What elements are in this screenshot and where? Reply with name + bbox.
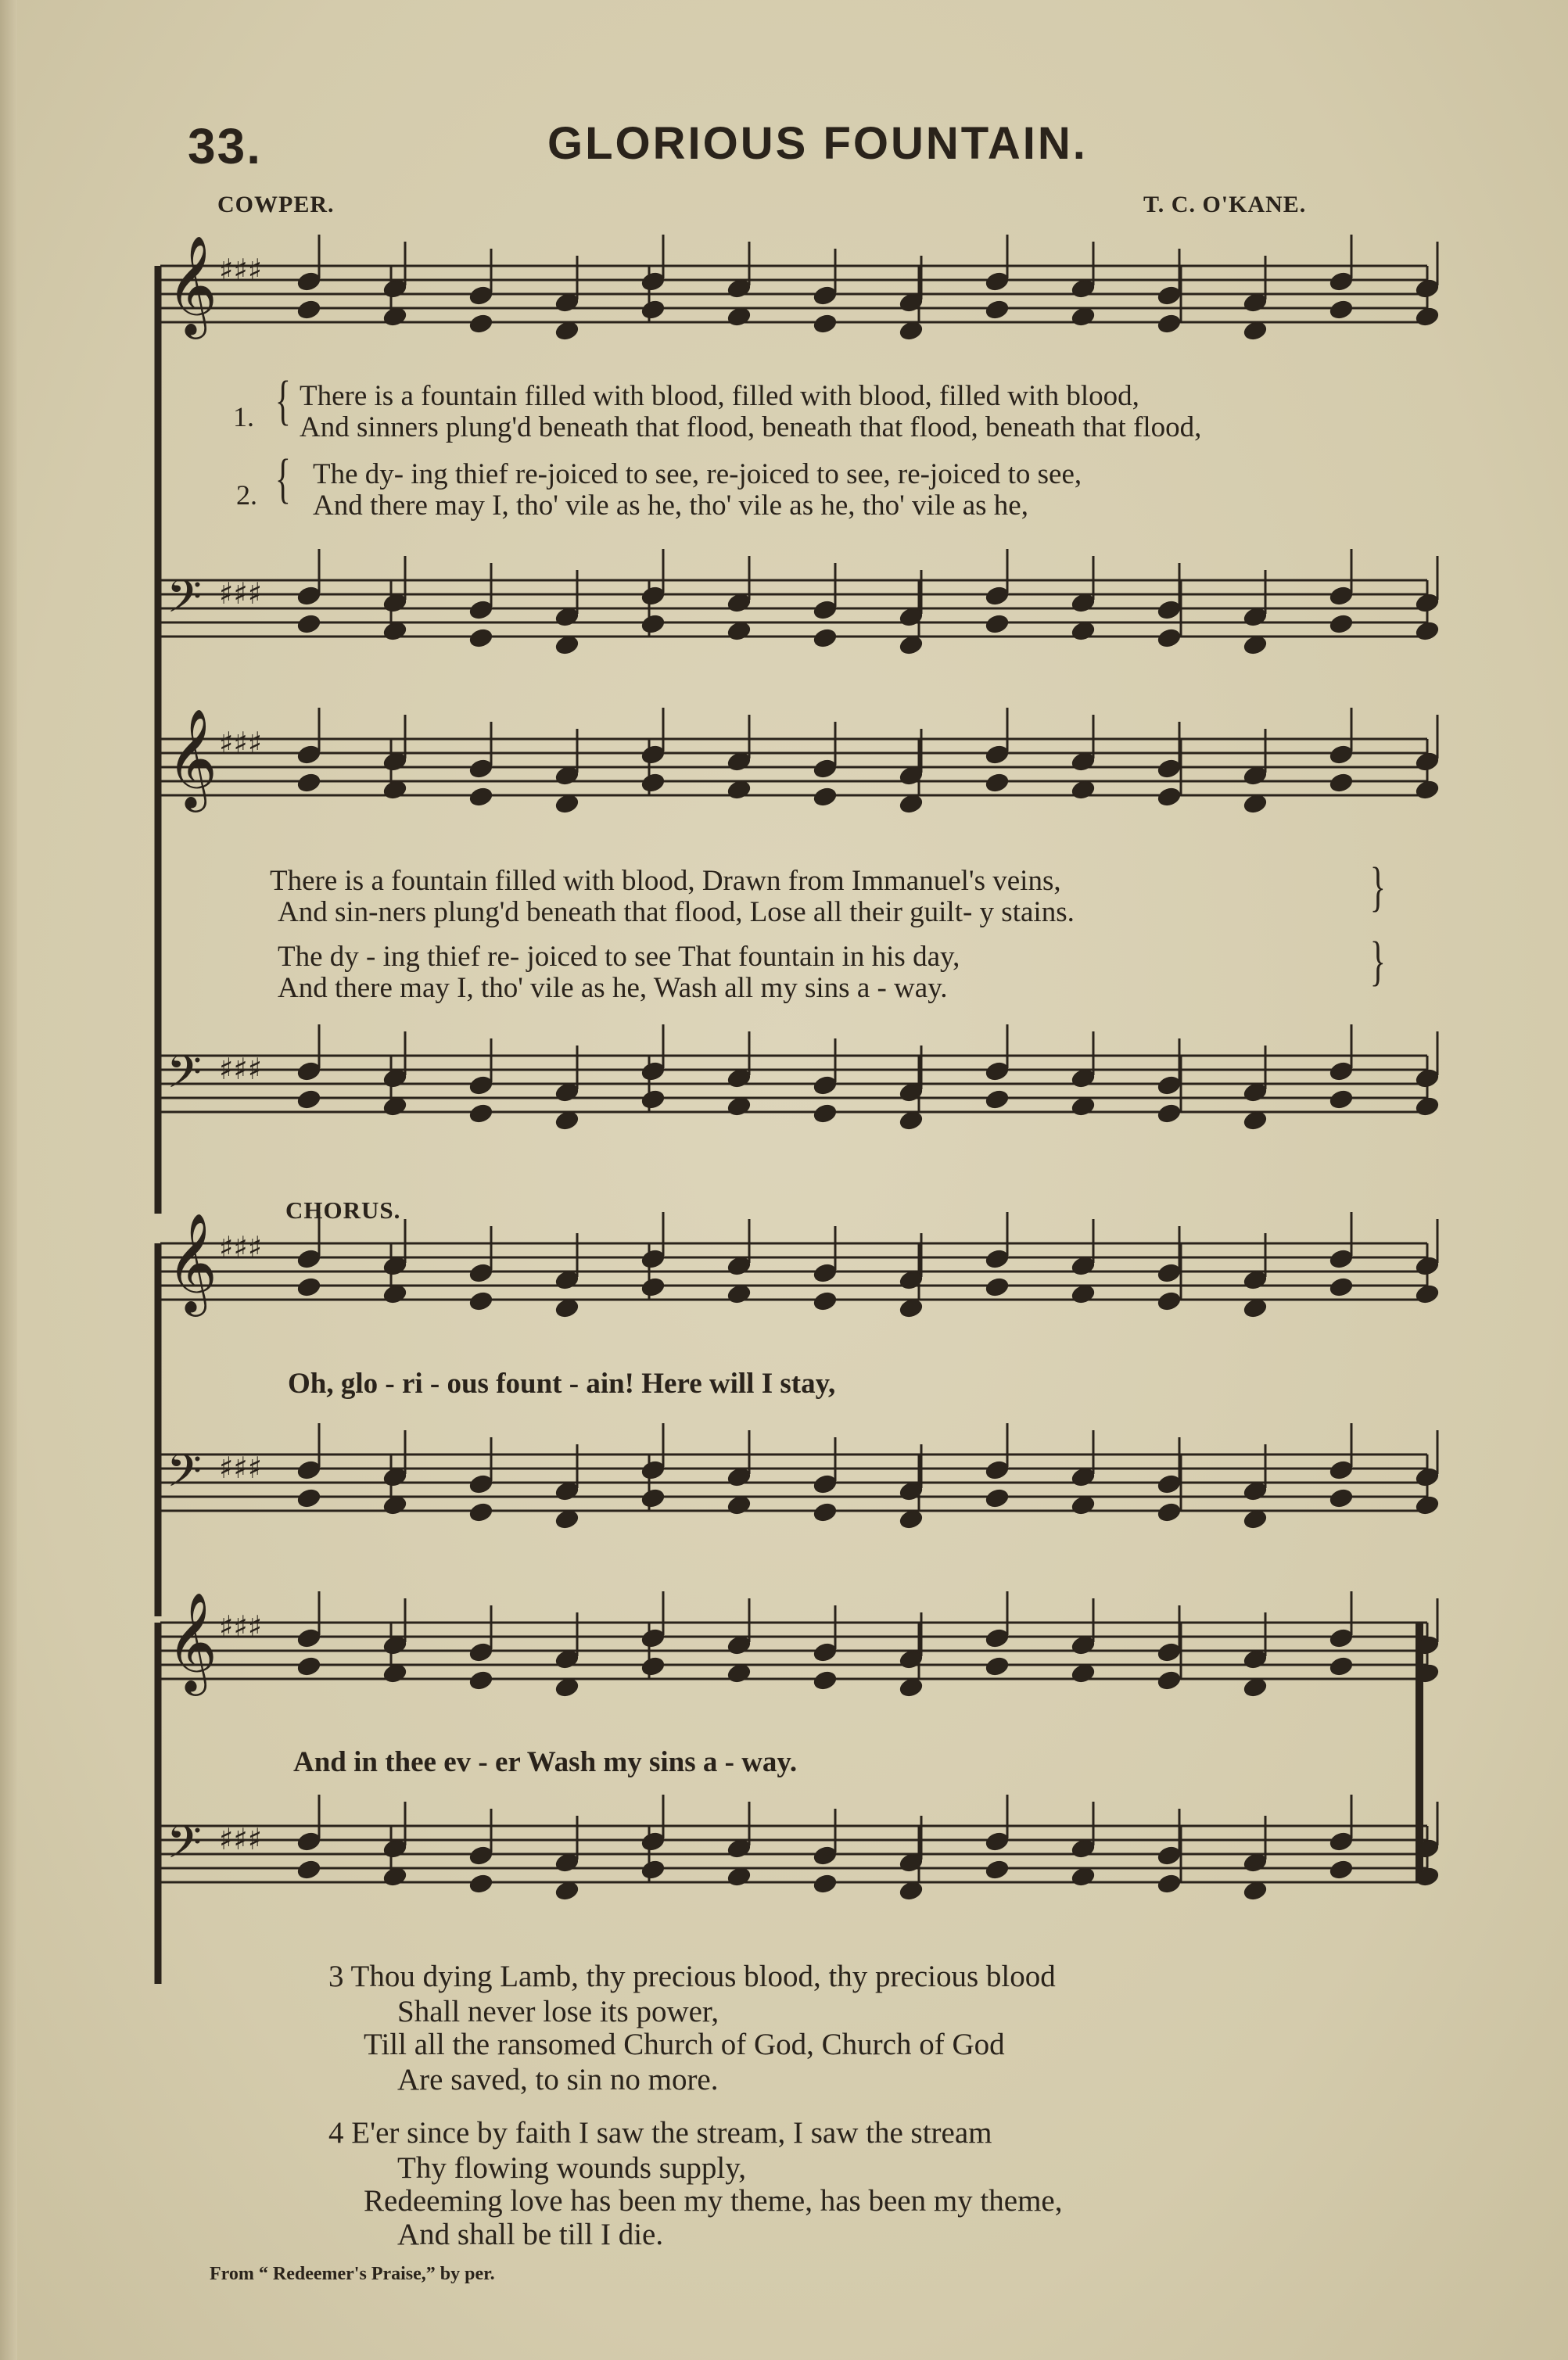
note-head-icon [640,613,666,635]
staff [160,1444,1427,1511]
note-head-icon [640,1487,666,1509]
bass-clef-icon: 𝄢 [167,1046,203,1110]
lyricist-credit: COWPER. [217,192,335,217]
note-group [296,549,1440,656]
note-head-icon [296,299,321,321]
bass-clef-icon: 𝄢 [167,570,203,634]
chorus-label: CHORUS. [285,1196,401,1224]
note-head-icon [468,1873,493,1895]
note-head-icon [468,1670,493,1691]
note-head-icon [812,1290,838,1312]
note-head-icon [640,1655,666,1677]
note-head-icon [1328,1276,1354,1298]
note-head-icon [1328,613,1354,635]
note-head-icon [296,1487,321,1509]
staff [160,708,1427,812]
note-head-icon [640,1859,666,1881]
bass-clef-icon: 𝄢 [167,1816,203,1880]
note-group [296,235,1440,342]
treble-clef-icon: 𝄞 [167,235,218,335]
note-group [296,1423,1440,1530]
staff [160,1046,1427,1112]
note-head-icon [1156,1290,1182,1312]
note-head-icon [1156,1670,1182,1691]
stanza4-line: And shall be till I die. [397,2218,664,2251]
note-head-icon [640,1276,666,1298]
stanza3-line: Shall never lose its power, [397,1995,719,2028]
note-group [296,1591,1440,1698]
note-group [296,1795,1440,1902]
note-head-icon [296,1276,321,1298]
key-signature-sharps-icon: ♯♯♯ [219,1052,263,1086]
stanza3-line [328,1959,1056,1994]
stanza3-line: Are saved, to sin no more. [397,2063,719,2096]
note-head-icon [1156,1103,1182,1124]
note-head-icon [812,627,838,649]
verse-brace: { [274,449,291,509]
note-head-icon [640,772,666,794]
system2-lyric-line: And sin-ners plung'd beneath that flood, Lose all their guilt- y stains. [278,896,1075,928]
note-head-icon [1156,786,1182,808]
stanza-number: 3 [328,1960,344,1993]
note-head-icon [1328,1089,1354,1110]
stanza4-line [328,2115,992,2150]
note-head-icon [1156,1873,1182,1895]
stanza-number: 4 [328,2116,344,2150]
verse2-lyric-line: And there may I, tho' vile as he, tho' vile as he, tho' vile as he, [313,490,1028,522]
note-head-icon [296,1089,321,1110]
note-head-icon [812,1670,838,1691]
note-head-icon [984,1487,1010,1509]
system2-lyric-line: There is a fountain filled with blood, Drawn from Immanuel's veins, [270,865,1061,897]
composer-credit: T. C. O'KANE. [1143,192,1307,217]
note-head-icon [296,1859,321,1881]
key-signature-sharps-icon: ♯♯♯ [219,726,263,760]
note-head-icon [984,1859,1010,1881]
note-head-icon [296,772,321,794]
stanza-text: E'er since by faith I saw the stream, I saw the stream [351,2116,992,2150]
note-head-icon [640,1089,666,1110]
verse-number-1: 1. [233,401,254,432]
key-signature-sharps-icon: ♯♯♯ [219,253,263,287]
treble-clef-icon: 𝄞 [167,1591,218,1691]
note-head-icon [1156,627,1182,649]
verse1-lyric-line: There is a fountain filled with blood, filled with blood, filled with blood, [300,380,1139,412]
key-signature-sharps-icon: ♯♯♯ [219,1822,263,1856]
note-group [296,708,1440,815]
note-head-icon [984,772,1010,794]
note-group [296,1212,1440,1319]
note-head-icon [812,313,838,335]
note-head-icon [1328,299,1354,321]
staff [160,1212,1427,1317]
bass-clef-icon: 𝄢 [167,1444,203,1508]
stanza4-line: Redeeming love has been my theme, has been my theme, [364,2184,1063,2218]
staff [160,570,1427,637]
note-head-icon [1156,1501,1182,1523]
note-head-icon [984,1276,1010,1298]
chorus-lyric-line: And in thee ev - er Wash my sins a - way. [293,1746,798,1778]
source-footnote: From “ Redeemer's Praise,” by per. [210,2264,495,2284]
hymn-title: GLORIOUS FOUNTAIN. [547,118,1088,169]
note-head-icon [984,1655,1010,1677]
note-head-icon [812,786,838,808]
system2-lyric-line: And there may I, tho' vile as he, Wash all my sins a - way. [278,972,948,1004]
treble-clef-icon: 𝄞 [167,708,218,808]
key-signature-sharps-icon: ♯♯♯ [219,576,263,611]
verse-number-2: 2. [236,479,257,511]
note-head-icon [296,1655,321,1677]
hymn-number: 33. [188,118,262,174]
verse-brace: { [274,371,291,431]
verse-brace-right: } [1369,931,1386,992]
verse2-lyric-line: The dy- ing thief re-joiced to see, re-joiced to see, re-joiced to see, [313,458,1082,490]
note-head-icon [984,613,1010,635]
verse1-lyric-line: And sinners plung'd beneath that flood, beneath that flood, beneath that flood, [300,411,1202,443]
key-signature-sharps-icon: ♯♯♯ [219,1609,263,1644]
note-head-icon [984,1089,1010,1110]
stanza-text: Thou dying Lamb, thy precious blood, thy precious blood [350,1960,1056,1993]
note-group [296,1024,1440,1132]
note-head-icon [468,786,493,808]
key-signature-sharps-icon: ♯♯♯ [219,1230,263,1264]
note-head-icon [812,1501,838,1523]
note-head-icon [640,299,666,321]
note-head-icon [1328,772,1354,794]
note-head-icon [468,1290,493,1312]
note-head-icon [468,313,493,335]
note-head-icon [812,1103,838,1124]
note-head-icon [1328,1487,1354,1509]
system2-lyric-line: The dy - ing thief re- joiced to see That fountain in his day, [278,941,960,973]
staff [160,235,1427,339]
staff [160,1591,1427,1696]
note-head-icon [468,1501,493,1523]
note-head-icon [1156,313,1182,335]
note-head-icon [812,1873,838,1895]
stanza4-line: Thy flowing wounds supply, [397,2151,746,2185]
chorus-lyric-line: Oh, glo - ri - ous fount - ain! Here will I stay, [288,1368,836,1400]
note-head-icon [1328,1859,1354,1881]
staff [160,1816,1427,1882]
note-head-icon [468,1103,493,1124]
verse-brace-right: } [1369,857,1386,917]
note-head-icon [984,299,1010,321]
note-head-icon [468,627,493,649]
note-head-icon [1328,1655,1354,1677]
treble-clef-icon: 𝄞 [167,1212,218,1312]
note-head-icon [296,613,321,635]
stanza3-line: Till all the ransomed Church of God, Church of God [364,2028,1005,2061]
key-signature-sharps-icon: ♯♯♯ [219,1451,263,1485]
